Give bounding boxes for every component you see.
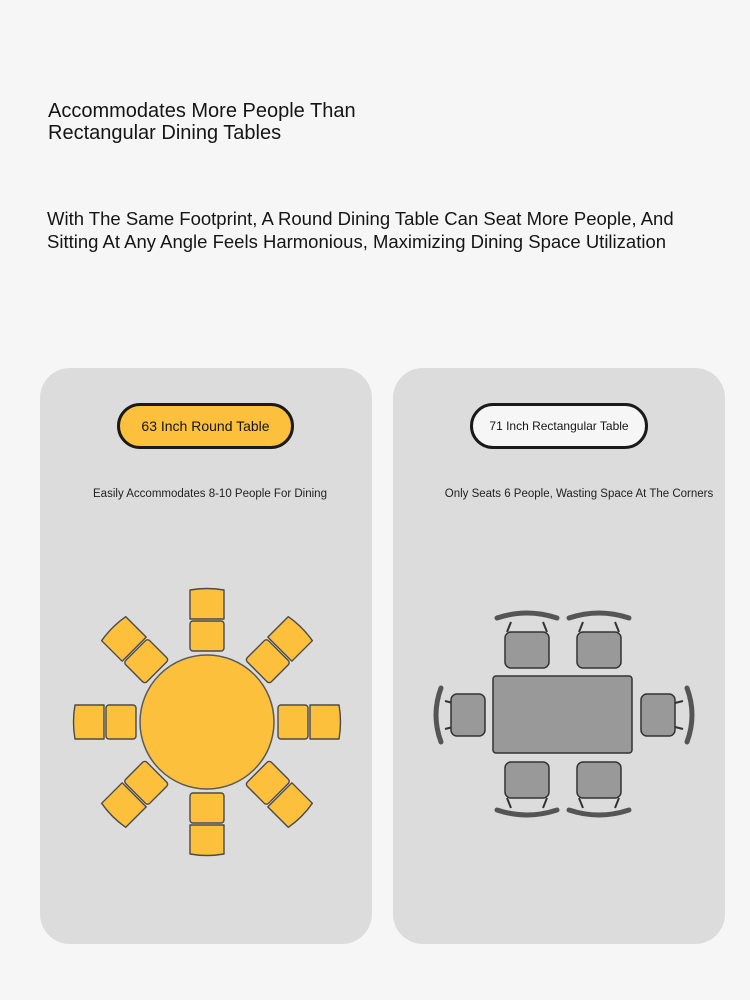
- round-chair: [190, 589, 224, 652]
- round-table-description: Easily Accommodates 8-10 People For Dining: [93, 488, 327, 500]
- rect-chair-left: [436, 688, 485, 742]
- round-chair: [101, 616, 169, 684]
- rect-chair-bottom-right: [569, 762, 629, 815]
- subheading-line-1: With The Same Footprint, A Round Dining Table Can Seat More People, And: [47, 208, 674, 229]
- round-table-card: [40, 368, 372, 944]
- heading-line-1: Accommodates More People Than: [48, 100, 356, 122]
- rect-table-label: 71 Inch Rectangular Table: [489, 419, 629, 433]
- rect-chair-top-right: [569, 613, 629, 668]
- round-chair: [278, 705, 341, 739]
- rect-chair-right: [641, 688, 692, 742]
- round-chair: [190, 793, 224, 856]
- round-chair: [101, 760, 169, 828]
- rect-chair-top-left: [497, 613, 557, 668]
- round-table-label: 63 Inch Round Table: [141, 418, 270, 434]
- rect-table-description: Only Seats 6 People, Wasting Space At The Corners: [444, 488, 714, 500]
- heading: [48, 100, 448, 144]
- rect-table-diagram: [393, 368, 725, 944]
- rect-table-top: [493, 676, 632, 753]
- round-table-diagram: [40, 368, 372, 944]
- subheading: [47, 207, 737, 253]
- round-table-top: [140, 655, 274, 789]
- subheading-line-2: Sitting At Any Angle Feels Harmonious, Maximizing Dining Space Utilization: [47, 231, 667, 252]
- rect-chair-bottom-left: [497, 762, 557, 815]
- rect-table-card: [393, 368, 725, 944]
- heading-line-2: Rectangular Dining Tables: [48, 122, 282, 144]
- round-chair: [245, 616, 313, 684]
- round-chair: [245, 760, 313, 828]
- round-chair: [74, 705, 137, 739]
